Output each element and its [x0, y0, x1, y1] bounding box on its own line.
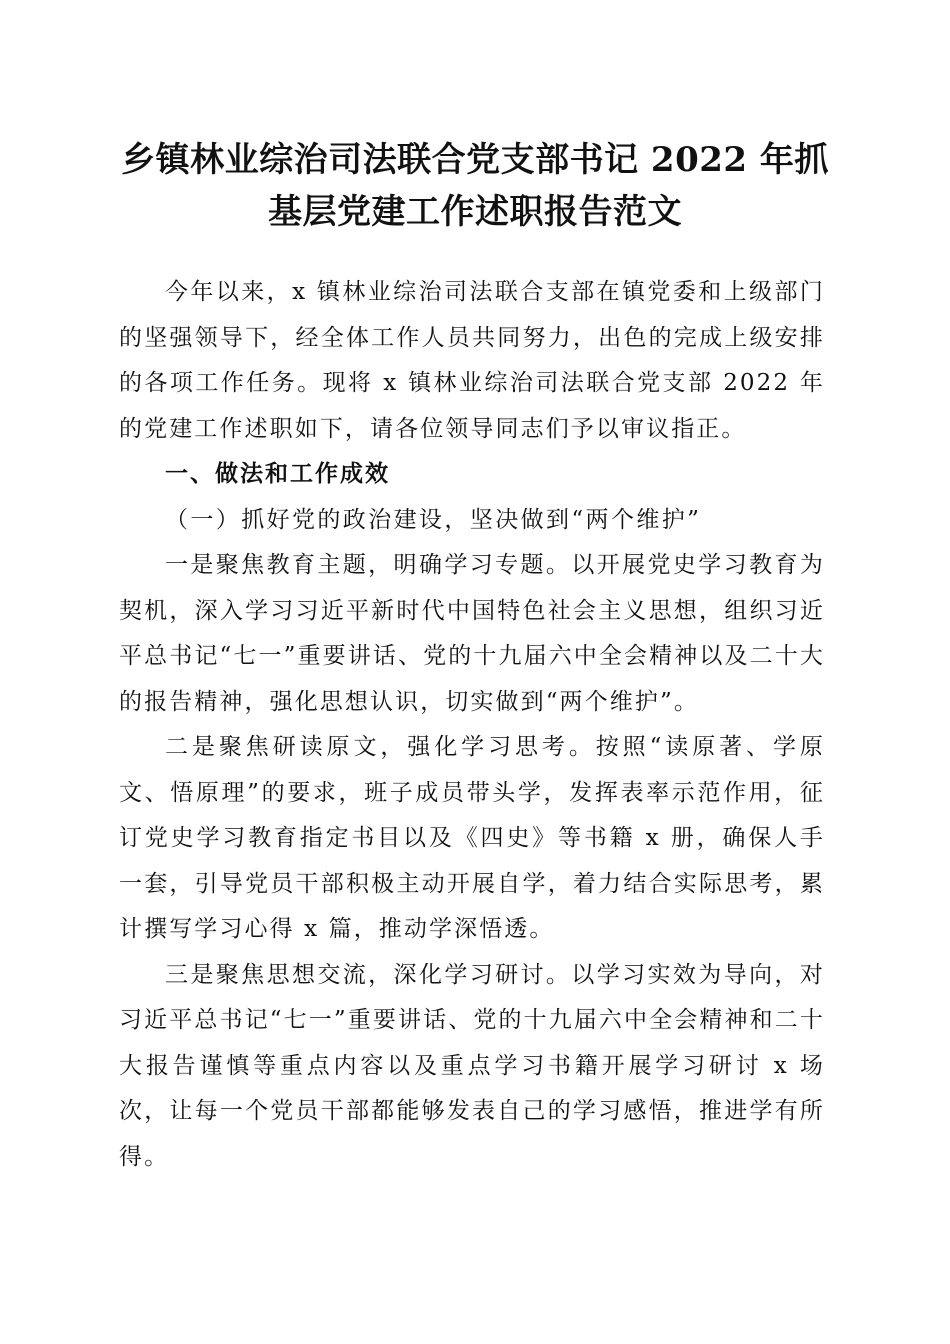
- body-paragraph-1: 一是聚焦教育主题，明确学习专题。以开展党史学习教育为契机，深入学习习近平新时代中国特色社会主义思想，组织习近平总书记“七一”重要讲话、党的十九届六中全会精神以及二十大的报告精神，强化思想认识，切实做到“两个维护”。: [119, 552, 825, 715]
- body-paragraph-2: 二是聚焦研读原文，强化学习思考。按照“读原著、学原文、悟原理”的要求，班子成员带头学，发挥表率示范作用，征订党史学习教育指定书目以及《四史》等书籍 x 册，确保人手一套，引导党员干部积极主动开展自学，着力结合实际思考，累计撰写学习心得 x 篇，推动学深悟透。: [119, 734, 825, 942]
- title-line-1: 乡镇林业综治司法联合党支部书记 2022 年抓: [121, 140, 829, 180]
- document-title: [100, 134, 850, 238]
- body-paragraph-3: 三是聚焦思想交流，深化学习研讨。以学习实效为导向，对习近平总书记“七一”重要讲话、党的十九届六中全会精神和二十大报告谨慎等重点内容以及重点学习书籍开展学习研讨 x 场次，让每一个党员干部都能够发表自己的学习感悟，推进学有所得。: [119, 961, 825, 1170]
- subsection-heading: （一）抓好党的政治建设，坚决做到“两个维护”: [165, 506, 702, 533]
- document-body: [119, 270, 825, 1180]
- intro-paragraph: 今年以来，x 镇林业综治司法联合支部在镇党委和上级部门的坚强领导下，经全体工作人员共同努力，出色的完成上级安排的各项工作任务。现将 x 镇林业综治司法联合党支部 2022 年的党建工作述职如下，请各位领导同志们予以审议指正。: [119, 279, 825, 442]
- section-heading: 一、做法和工作成效: [165, 461, 390, 487]
- title-line-2: 基层党建工作述职报告范文: [268, 192, 682, 232]
